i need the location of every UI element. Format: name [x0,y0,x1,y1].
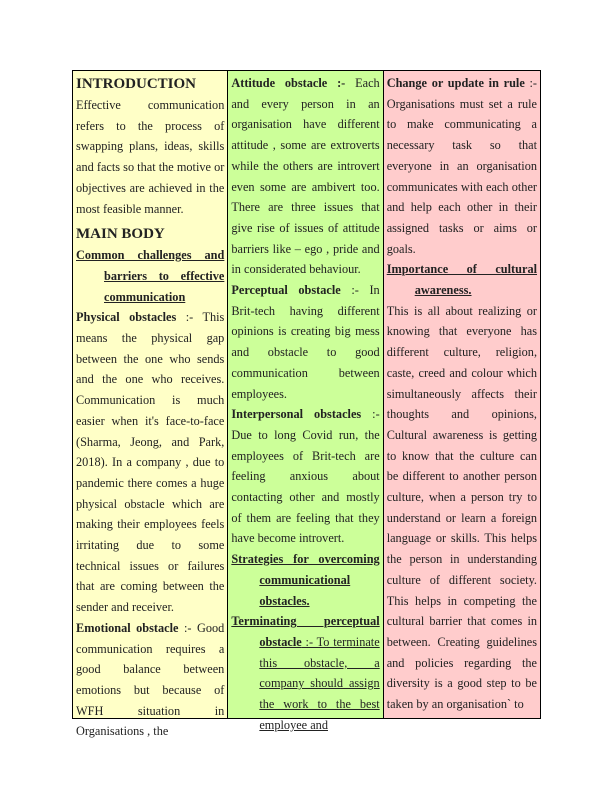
interpersonal-obstacles-label: Interpersonal obstacles [231,407,362,422]
emotional-obstacle-label: Emotional obstacle [76,620,179,635]
three-column-table [72,70,541,739]
perceptual-obstacle-text: :- In Brit-tech having different opinions is creating big mess and obstacle to good communication between employees. [231,283,380,401]
change-rule-text: :- Organisations must set a rule to make communicating a necessary task so that everyone in an organisation communicates with each other and help each other in their assigned tasks or aims or goals. [386,76,538,256]
challenges-subheading: Common challenges and barriers to effective communication [76,248,225,304]
column-obstacles [228,71,383,732]
main-body-heading: MAIN BODY [76,226,165,243]
emotional-obstacle-text: :- Good communication requires a good balance between emotions but because of WFH situation in Organisations , the [76,620,225,739]
intro-text: Effective communication refers to the process of swapping plans, ideas, skills and facts so that the motive or objectives are achieved in the most feasible manner. [76,98,225,216]
change-rule-label: Change or update in rule [386,76,525,90]
attitude-obstacle-text: Each and every person in an organisation have different attitude , some are extroverts while the others are introvert even some are ambivert too. There are three issues that give rise of issues of attitude barriers like – ego , pride and in considerated behaviour. [231,76,380,277]
column-cultural-awareness [384,71,540,718]
attitude-obstacle-label: Attitude obstacle :- [231,76,346,90]
terminating-obstacle-text: :- To terminate this obstacle, a company should assign the work to the best employee and [259,634,380,732]
attitude-obstacle-paragraph [231,73,379,280]
interpersonal-obstacles-paragraph [231,404,379,549]
strategies-heading: Strategies for overcoming communicational obstacles. [231,552,380,608]
column-introduction [73,71,228,739]
physical-obstacles-paragraph [76,307,224,618]
intro-heading: INTRODUCTION [76,76,197,92]
change-rule-paragraph [387,73,537,259]
interpersonal-obstacles-text: :- Due to long Covid run, the employees of Brit-tech are feeling anxious about contacting other and mostly of them are feeling that they have become introvert. [231,407,380,546]
physical-obstacles-label: Physical obstacles [76,310,177,325]
terminating-obstacle-paragraph [231,611,379,735]
importance-heading: Importance of cultural awareness. [386,262,538,298]
physical-obstacles-text: :- This means the physical gap between the one who sends and the one who receives. Communication is much easier when it's face-to-face (Sharma, Jeong, and Park, 2018). In a company , due to pandemic there comes a huge physical obstacle which are making their employees feels irritating due to some technical issues or failures that are coming between the sender and receiver. [76,310,225,615]
perceptual-obstacle-paragraph [231,280,379,404]
terminating-obstacle-label: Terminating perceptual obstacle [231,614,380,649]
perceptual-obstacle-label: Perceptual obstacle [231,283,341,298]
emotional-obstacle-paragraph [76,618,224,742]
importance-text: This is all about realizing or knowing that everyone has different culture, religion, caste, creed and colour which simultaneously affects their thoughts and opinions, Cultural awareness is getting to know that the culture can be different to another person culture, when a person try to understand or learn a foreign language or skills. This helps the person in understanding culture of different society. This helps in competing the cultural barrier that comes in between. Creating guidelines and policies regarding the diversity is a good step to be taken by an organisation` to [386,303,538,712]
